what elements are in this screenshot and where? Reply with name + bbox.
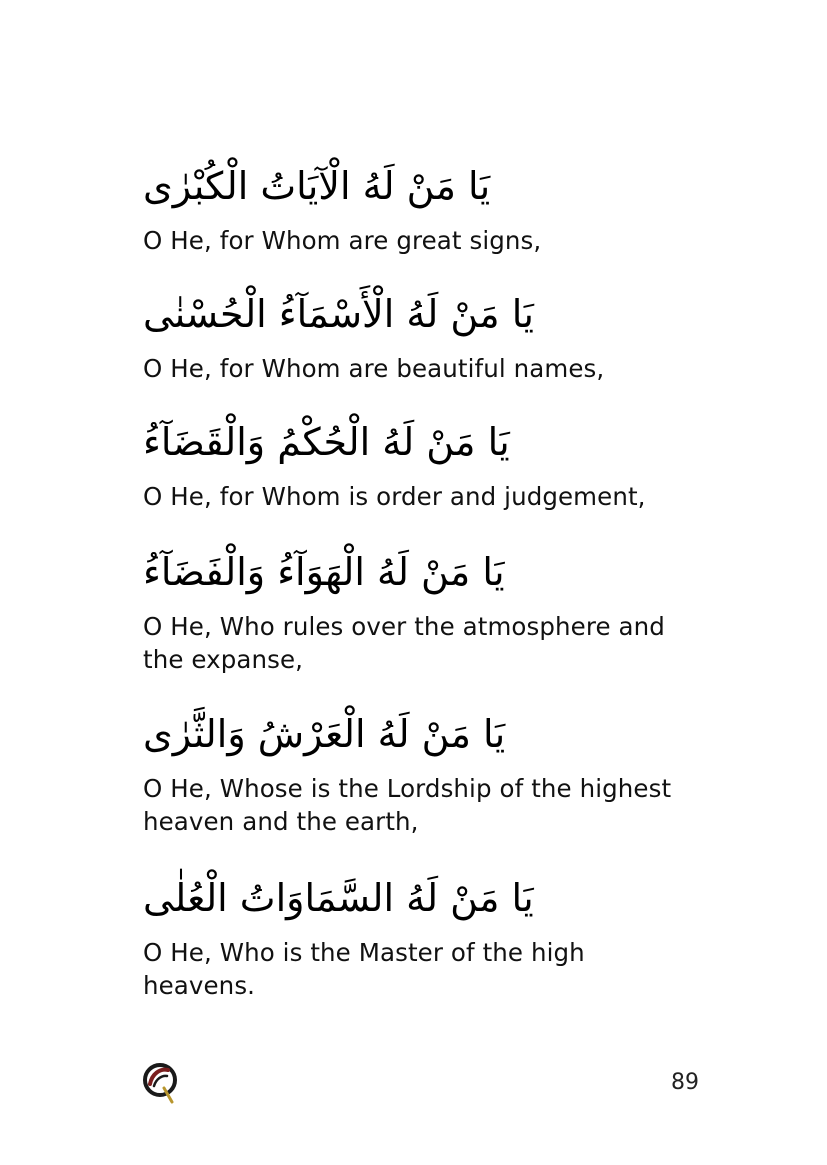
q-logo-icon bbox=[140, 1060, 182, 1104]
english-translation: O He, Whose is the Lordship of the highest heaven and the earth, bbox=[143, 774, 672, 836]
verse-2 bbox=[143, 286, 703, 385]
arabic-text: يَا مَنْ لَهُ الْعَرْشُ وَالثَّرٰى bbox=[143, 712, 506, 756]
verse-4 bbox=[143, 544, 703, 676]
verse-1 bbox=[143, 158, 703, 257]
arabic-text: يَا مَنْ لَهُ الْآيَاتُ الْكُبْرٰى bbox=[143, 164, 491, 208]
english-translation: O He, for Whom is order and judgement, bbox=[143, 482, 646, 511]
arabic-text: يَا مَنْ لَهُ الْهَوَآءُ وَالْفَضَآءُ bbox=[143, 550, 505, 594]
english-translation: O He, Who rules over the atmosphere and the expanse, bbox=[143, 612, 665, 674]
arabic-text: يَا مَنْ لَهُ الْأَسْمَآءُ الْحُسْنٰى bbox=[143, 292, 534, 336]
verse-6 bbox=[143, 870, 703, 1002]
arabic-line bbox=[143, 870, 703, 930]
arabic-line bbox=[143, 414, 703, 474]
english-translation: O He, Who is the Master of the high heavens. bbox=[143, 938, 585, 1000]
arabic-line bbox=[143, 158, 703, 218]
english-translation: O He, for Whom are beautiful names, bbox=[143, 354, 605, 383]
arabic-line bbox=[143, 544, 703, 604]
arabic-text: يَا مَنْ لَهُ السَّمَاوَاتُ الْعُلٰى bbox=[143, 876, 534, 920]
page-number: 89 bbox=[671, 1070, 699, 1095]
arabic-line bbox=[143, 286, 703, 346]
english-translation: O He, for Whom are great signs, bbox=[143, 226, 542, 255]
arabic-line bbox=[143, 706, 703, 766]
arabic-text: يَا مَنْ لَهُ الْحُكْمُ وَالْقَضَآءُ bbox=[143, 420, 510, 464]
verse-5 bbox=[143, 706, 703, 838]
verse-3 bbox=[143, 414, 703, 513]
